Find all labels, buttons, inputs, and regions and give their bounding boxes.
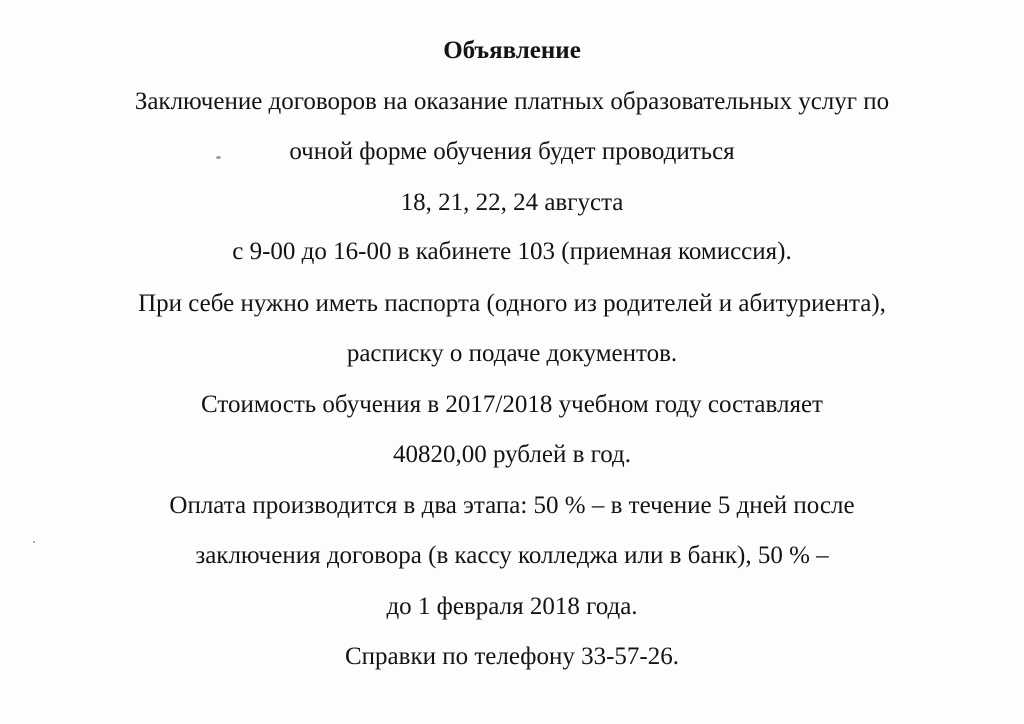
text-line-12: Справки по телефону 33-57-26. — [345, 643, 679, 670]
text-line-10: заключения договора (в кассу колледжа или в банк), 50 % – — [195, 542, 829, 569]
text-line-6: расписку о подаче документов. — [346, 340, 678, 367]
announcement-title: Объявление — [443, 37, 581, 64]
scan-speck — [33, 541, 35, 543]
scan-speck — [216, 156, 221, 159]
text-line-9: Оплата производится в два этапа: 50 % – в течение 5 дней после — [169, 492, 855, 519]
text-line-8: 40820,00 рублей в год. — [392, 441, 632, 468]
text-line-2: очной форме обучения будет проводиться — [289, 138, 735, 165]
text-line-11: до 1 февраля 2018 года. — [386, 593, 638, 620]
text-line-7: Стоимость обучения в 2017/2018 учебном году составляет — [201, 391, 823, 418]
text-line-4: с 9-00 до 16-00 в кабинете 103 (приемная комиссия). — [232, 238, 792, 265]
text-line-5: При себе нужно иметь паспорта (одного из родителей и абитуриента), — [138, 290, 886, 317]
text-line-3: 18, 21, 22, 24 августа — [400, 189, 624, 216]
text-line-1: Заключение договоров на оказание платных образовательных услуг по — [134, 88, 890, 115]
